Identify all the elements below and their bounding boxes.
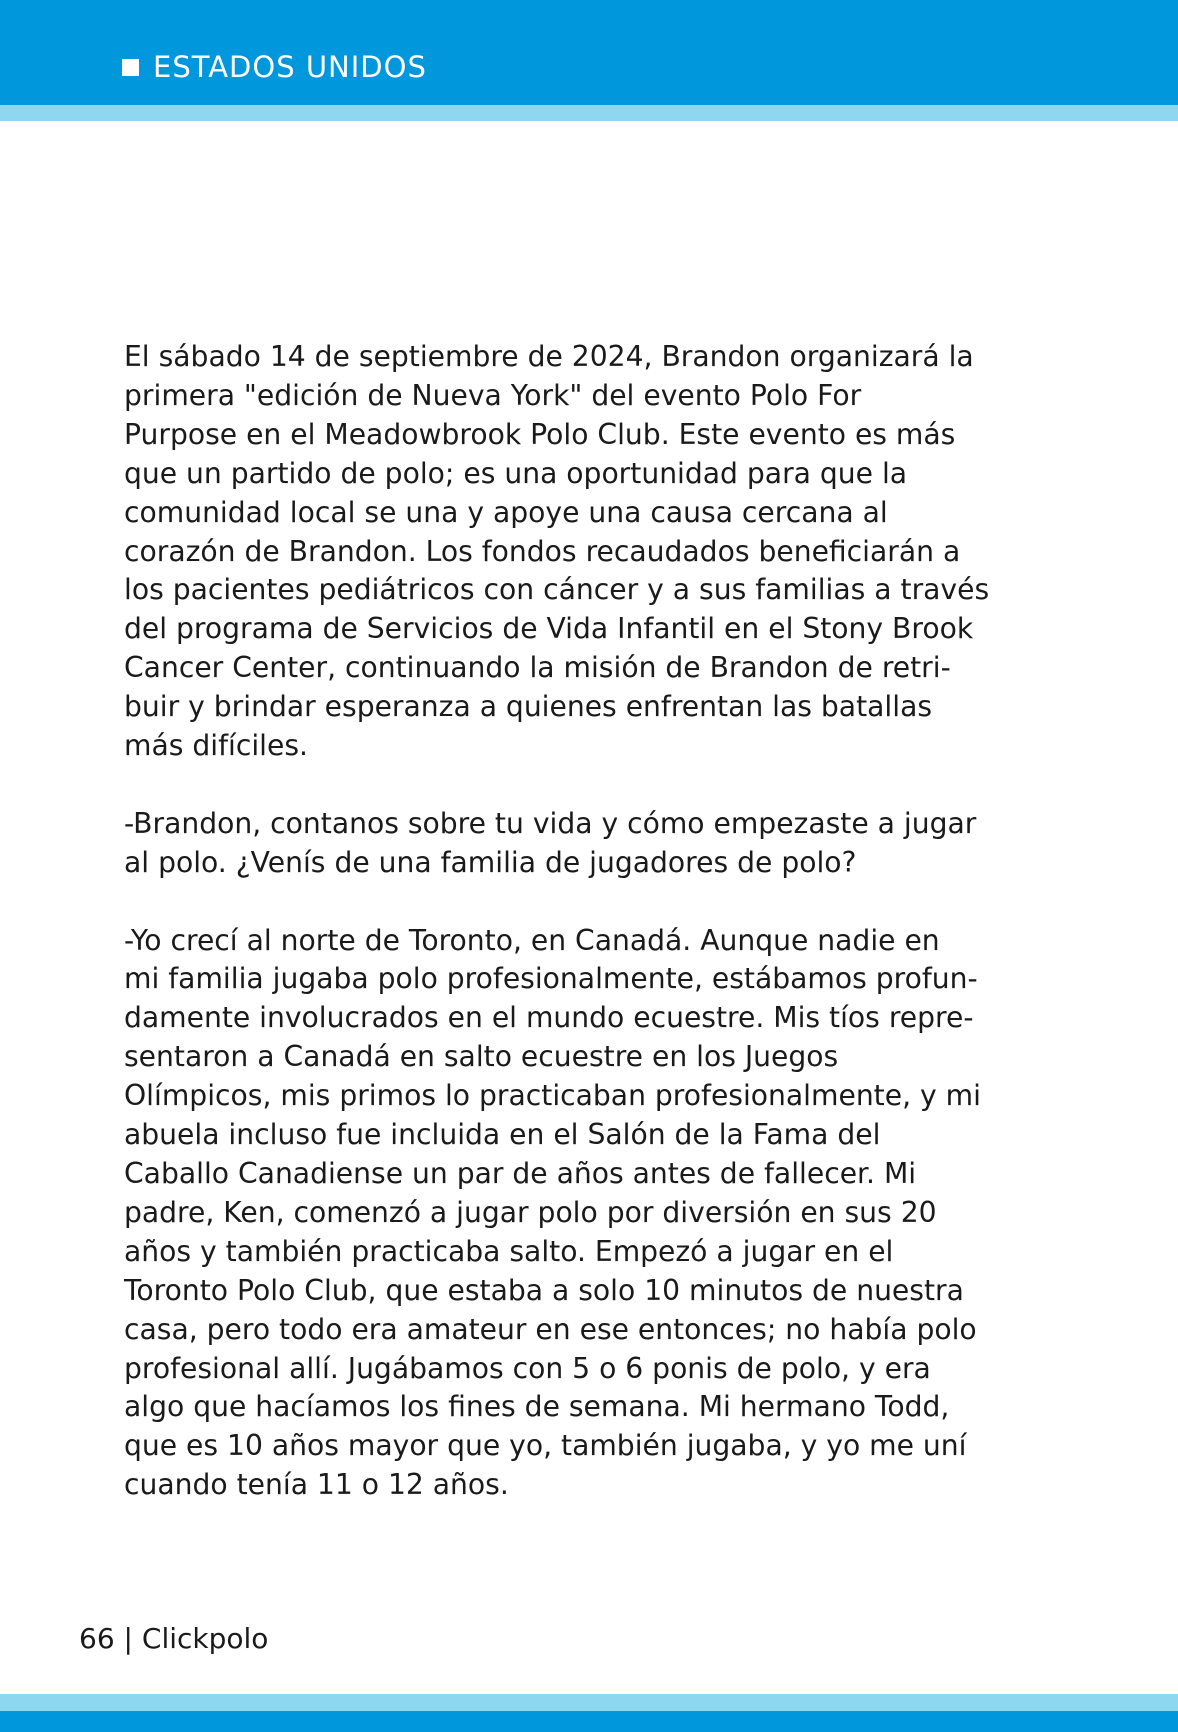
square-bullet-icon: [122, 59, 139, 76]
text-line: casa, pero todo era amateur en ese entonces; no había polo: [124, 1312, 977, 1346]
text-line: cuando tenía 11 o 12 años.: [124, 1468, 509, 1502]
text-line: Toronto Polo Club, que estaba a solo 10 minutos de nuestra: [124, 1273, 964, 1307]
text-line: años y también practicaba salto. Empezó a jugar en el: [124, 1234, 894, 1268]
page-footer: [79, 1622, 268, 1655]
footer-band: [0, 1711, 1178, 1732]
text-line: profesional allí. Jugábamos con 5 o 6 ponis de polo, y era: [124, 1351, 931, 1385]
text-line: del programa de Servicios de Vida Infantil en el Stony Brook: [124, 612, 974, 646]
text-line: primera "edición de Nueva York" del evento Polo For: [124, 378, 862, 412]
footer-separator: |: [123, 1622, 133, 1655]
text-line: abuela incluso fue incluida en el Salón de la Fama del: [124, 1118, 881, 1152]
text-line: corazón de Brandon. Los fondos recaudados beneficiarán a: [124, 534, 961, 568]
text-line: -Brandon, contanos sobre tu vida y cómo empezaste a jugar: [124, 806, 977, 840]
text-line: Purpose en el Meadowbrook Polo Club. Este evento es más: [124, 417, 956, 451]
footer-accent-stripe: [0, 1694, 1178, 1711]
text-line: Olímpicos, mis primos lo practicaban profesionalmente, y mi: [124, 1079, 981, 1113]
text-line: Cancer Center, continuando la misión de Brandon de retri-: [124, 651, 951, 685]
paragraph-event: [124, 338, 1044, 766]
header-accent-stripe: [0, 105, 1178, 121]
page-number: 66: [79, 1622, 115, 1655]
text-line: que es 10 años mayor que yo, también jugaba, y yo me uní: [124, 1429, 967, 1463]
publication-name: Clickpolo: [141, 1622, 269, 1655]
article-body: [124, 338, 1044, 1505]
text-line: damente involucrados en el mundo ecuestre. Mis tíos repre-: [124, 1001, 974, 1035]
text-line: algo que hacíamos los fines de semana. Mi hermano Todd,: [124, 1390, 950, 1424]
text-line: -Yo crecí al norte de Toronto, en Canadá. Aunque nadie en: [124, 923, 940, 957]
paragraph-answer: [124, 922, 1044, 1506]
text-line: El sábado 14 de septiembre de 2024, Brandon organizará la: [124, 340, 974, 373]
text-line: sentaron a Canadá en salto ecuestre en los Juegos: [124, 1040, 839, 1074]
section-label-text: ESTADOS UNIDOS: [153, 50, 427, 84]
text-line: al polo. ¿Venís de una familia de jugadores de polo?: [124, 845, 857, 879]
text-line: buir y brindar esperanza a quienes enfrentan las batallas: [124, 690, 933, 724]
text-line: padre, Ken, comenzó a jugar polo por diversión en sus 20: [124, 1195, 937, 1229]
text-line: comunidad local se una y apoye una causa cercana al: [124, 495, 888, 529]
text-line: que un partido de polo; es una oportunidad para que la: [124, 456, 908, 490]
text-line: los pacientes pediátricos con cáncer y a sus familias a través: [124, 573, 990, 607]
text-line: más difíciles.: [124, 729, 309, 763]
text-line: mi familia jugaba polo profesionalmente, estábamos profun-: [124, 962, 978, 996]
section-label: [122, 50, 427, 84]
paragraph-question: [124, 805, 1044, 883]
text-line: Caballo Canadiense un par de años antes de fallecer. Mi: [124, 1157, 917, 1190]
